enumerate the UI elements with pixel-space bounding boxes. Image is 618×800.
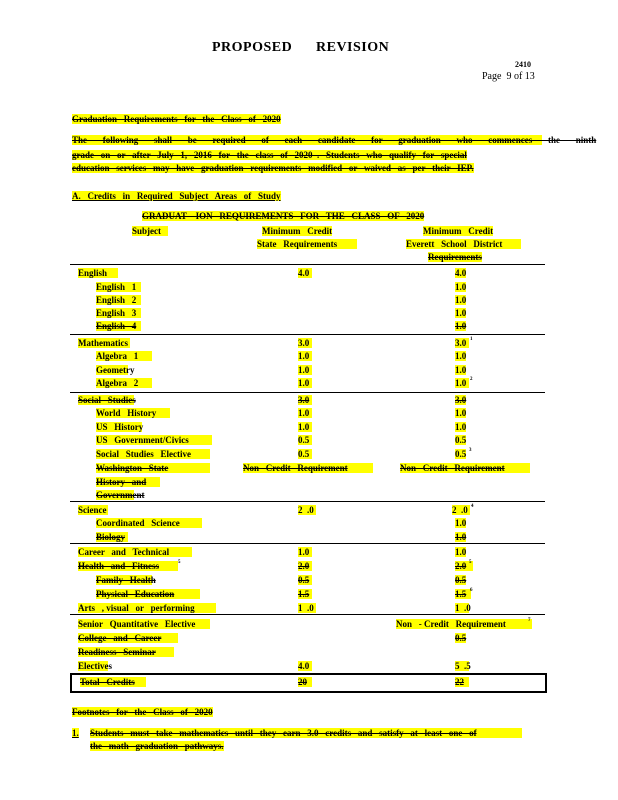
table-row-subject: US History [96, 422, 144, 432]
column-header-state-1: Minimum Credit [262, 226, 333, 236]
footnote-1-line-2: the math graduation pathways. [90, 741, 224, 751]
table-row-subject: Readiness Seminar [78, 647, 174, 657]
intro-paragraph-line-2: grade on or after July 1, 2016 for the class of 2020 . Students who qualify for special [72, 150, 467, 160]
table-row-district: 1.0 [455, 365, 467, 375]
policy-number: 2410 [515, 60, 531, 69]
table-row-subject: History and [96, 477, 160, 487]
table-row-subject: English [78, 268, 118, 278]
table-row-district: 4.0 [455, 268, 467, 278]
table-row-district: 2.0 [455, 561, 473, 571]
column-header-district-3: Requirements [428, 252, 482, 262]
table-row-district: 2 .0 [452, 505, 470, 515]
table-row-subject: Total Credits [80, 677, 146, 687]
table-row-subject: Mathematics [78, 338, 130, 348]
column-header-state-2: State Requirements [257, 239, 357, 249]
table-row-state: 1.5 [298, 589, 312, 599]
table-row-district: 1.0 [455, 308, 467, 318]
table-row-state: 1.0 [298, 365, 312, 375]
table-row-subject: Geometry [96, 365, 135, 375]
table-row-district: 1.5 [455, 589, 471, 599]
table-rule [70, 264, 545, 265]
table-caption: GRADUAT ION REQUIREMENTS FOR THE CLASS OF 2020 [142, 211, 425, 221]
table-row-subject: Algebra 1 [96, 351, 152, 361]
table-rule [70, 614, 545, 615]
table-row-subject: College and Career [78, 633, 178, 643]
table-row-subject: English 1 [96, 282, 141, 292]
table-row-state: 2 .0 [298, 505, 316, 515]
table-row-district: 1.0 [455, 351, 467, 361]
table-row-district: Non - Credit Requirement [396, 619, 532, 629]
table-row-district: 1.0 [455, 282, 467, 292]
table-row-subject: Senior Quantitative Elective [78, 619, 210, 629]
table-row-district: 1.0 [455, 408, 467, 418]
table-row-subject: Social Studies [78, 395, 136, 405]
document-title-left: PROPOSED [212, 40, 293, 55]
table-row-subject: Science [78, 505, 107, 515]
table-row-subject: English 2 [96, 295, 141, 305]
table-row-subject: Government [96, 490, 145, 500]
footnote-1-line-1: Students must take mathematics until they earn 3.0 credits and satisfy at least one of [90, 728, 522, 738]
table-row-district: 1.0 [455, 378, 469, 388]
table-row-district: 1.0 [455, 321, 467, 331]
table-row-district: 1.0 [455, 295, 467, 305]
table-row-state: 0.5 [298, 575, 312, 585]
table-row-district: 0.5 [455, 449, 467, 459]
table-row-district: 1.0 [455, 547, 467, 557]
table-row-state: 1.0 [298, 547, 312, 557]
table-row-state: 4.0 [298, 661, 312, 671]
footnote-1-number: 1. [72, 728, 79, 738]
table-row-subject: World History [96, 408, 170, 418]
table-row-subject: Social Studies Elective [96, 449, 210, 459]
table-row-subject: English 3 [96, 308, 141, 318]
table-row-state: 1.0 [298, 422, 312, 432]
table-row-subject: English 4 [96, 321, 141, 331]
table-row-state: Non Credit Requirement [243, 463, 373, 473]
table-row-district: 22 [455, 677, 469, 687]
table-row-state: 3.0 [298, 395, 312, 405]
table-row-state: 1 .0 [298, 603, 316, 613]
table-row-subject: Algebra 2 [96, 378, 152, 388]
table-rule [70, 501, 545, 502]
section-heading: Graduation Requirements for the Class of 2020 [72, 114, 281, 124]
table-row-district: Non Credit Requirement [400, 463, 530, 473]
footnote-marker: 4 [471, 504, 474, 509]
table-row-state: 3.0 [298, 338, 312, 348]
intro-paragraph-line-3: education services may have graduation requirements modified or waived as per their IEP. [72, 163, 474, 173]
table-row-subject: Arts , visual or performing [78, 603, 216, 613]
footnote-marker: 5 [178, 560, 181, 565]
table-row-subject: Electives [78, 661, 112, 671]
document-title-right: REVISION [316, 40, 390, 55]
table-row-district: 1.0 [455, 532, 467, 542]
table-row-state: 0.5 [298, 449, 312, 459]
footnote-marker: 1 [470, 337, 473, 342]
table-rule [70, 543, 545, 544]
table-rule [70, 334, 545, 335]
table-row-district: 3.0 [455, 338, 469, 348]
table-row-state: 1.0 [298, 408, 312, 418]
table-row-district: 3.0 [455, 395, 467, 405]
footnote-marker: 2 [470, 377, 473, 382]
table-row-subject: Washington State [96, 463, 210, 473]
table-row-district: 1.0 [455, 422, 467, 432]
page-number: Page 9 of 13 [482, 71, 535, 82]
table-row-state: 4.0 [298, 268, 312, 278]
column-header-district-2: Everett School District [406, 239, 521, 249]
table-row-subject: Biology [96, 532, 128, 542]
table-row-district: 0.5 [455, 633, 467, 643]
table-row-state: 1.0 [298, 378, 312, 388]
table-rule [70, 392, 545, 393]
footnotes-heading: Footnotes for the Class of 2020 [72, 707, 213, 717]
table-row-district: 1.0 [455, 518, 467, 528]
footnote-marker: 5 [469, 560, 472, 565]
table-row-subject: Career and Technical [78, 547, 192, 557]
table-row-district: 5 .5 [455, 661, 471, 671]
table-row-subject: US Government/Civics [96, 435, 212, 445]
table-row-district: 0.5 [455, 435, 467, 445]
table-row-state: 1.0 [298, 351, 312, 361]
intro-paragraph-line-1: The following shall be required of each candidate for graduation who commences the ninth [72, 135, 597, 145]
footnote-marker: 7 [528, 618, 531, 623]
table-row-state: 2.0 [298, 561, 312, 571]
table-row-subject: Physical Education [96, 589, 200, 599]
table-row-district: 0.5 [455, 575, 467, 585]
sub-heading: A. Credits in Required Subject Areas of Study [72, 191, 281, 201]
table-row-subject: Health and Fitness [78, 561, 178, 571]
table-row-subject: Coordinated Science [96, 518, 202, 528]
footnote-marker: 3 [469, 448, 472, 453]
column-header-subject: Subject [132, 226, 168, 236]
table-row-state: 0.5 [298, 435, 312, 445]
table-row-state: 20 [298, 677, 312, 687]
table-row-subject: Family Health [96, 575, 156, 585]
column-header-district-1: Minimum Credit [423, 226, 494, 236]
table-row-district: 1 .0 [455, 603, 471, 613]
footnote-marker: 6 [470, 588, 473, 593]
